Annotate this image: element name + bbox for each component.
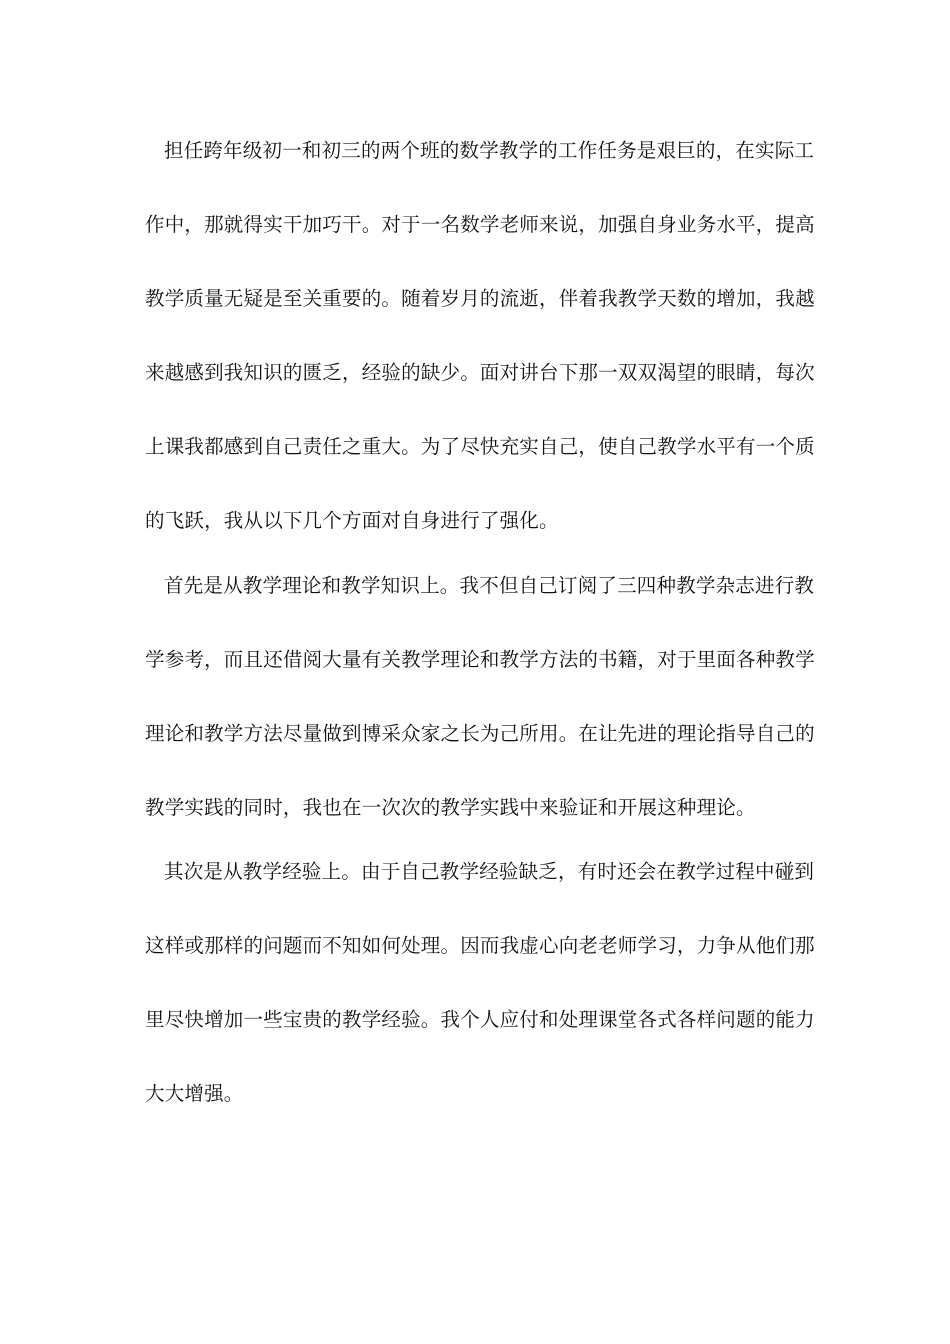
paragraph-line: 其次是从教学经验上。由于自己教学经验缺乏，有时还会在教学过程中碰到 — [164, 860, 815, 883]
paragraph-line: 大大增强。 — [145, 1082, 244, 1105]
paragraph-1 — [145, 114, 815, 558]
paragraph-line: 这样或那样的问题而不知如何处理。因而我虚心向老老师学习，力争从他们那 — [145, 934, 815, 957]
paragraph-line: 学参考，而且还借阅大量有关教学理论和教学方法的书籍，对于里面各种教学 — [145, 648, 815, 671]
paragraph-line: 教学实践的同时，我也在一次次的教学实践中来验证和开展这种理论。 — [145, 796, 756, 819]
paragraph-line: 首先是从教学理论和教学知识上。我不但自己订阅了三四种教学杂志进行教 — [164, 574, 815, 597]
paragraph-line: 担任跨年级初一和初三的两个班的数学教学的工作任务是艰巨的，在实际工 — [164, 139, 815, 162]
paragraph-line: 里尽快增加一些宝贵的教学经验。我个人应付和处理课堂各式各样问题的能力 — [145, 1008, 815, 1031]
paragraph-line: 理论和教学方法尽量做到博采众家之长为己所用。在让先进的理论指导自己的 — [145, 722, 815, 745]
paragraph-2 — [145, 549, 815, 845]
paragraph-line: 来越感到我知识的匮乏，经验的缺少。面对讲台下那一双双渴望的眼睛，每次 — [145, 361, 815, 384]
paragraph-line: 作中，那就得实干加巧干。对于一名数学老师来说，加强自身业务水平，提高 — [145, 213, 815, 236]
paragraph-line: 的飞跃，我从以下几个方面对自身进行了强化。 — [145, 509, 559, 532]
paragraph-3 — [145, 835, 815, 1131]
paragraph-line: 上课我都感到自己责任之重大。为了尽快充实自己，使自己教学水平有一个质 — [145, 435, 815, 458]
paragraph-line: 教学质量无疑是至关重要的。随着岁月的流逝，伴着我教学天数的增加，我越 — [145, 287, 815, 310]
